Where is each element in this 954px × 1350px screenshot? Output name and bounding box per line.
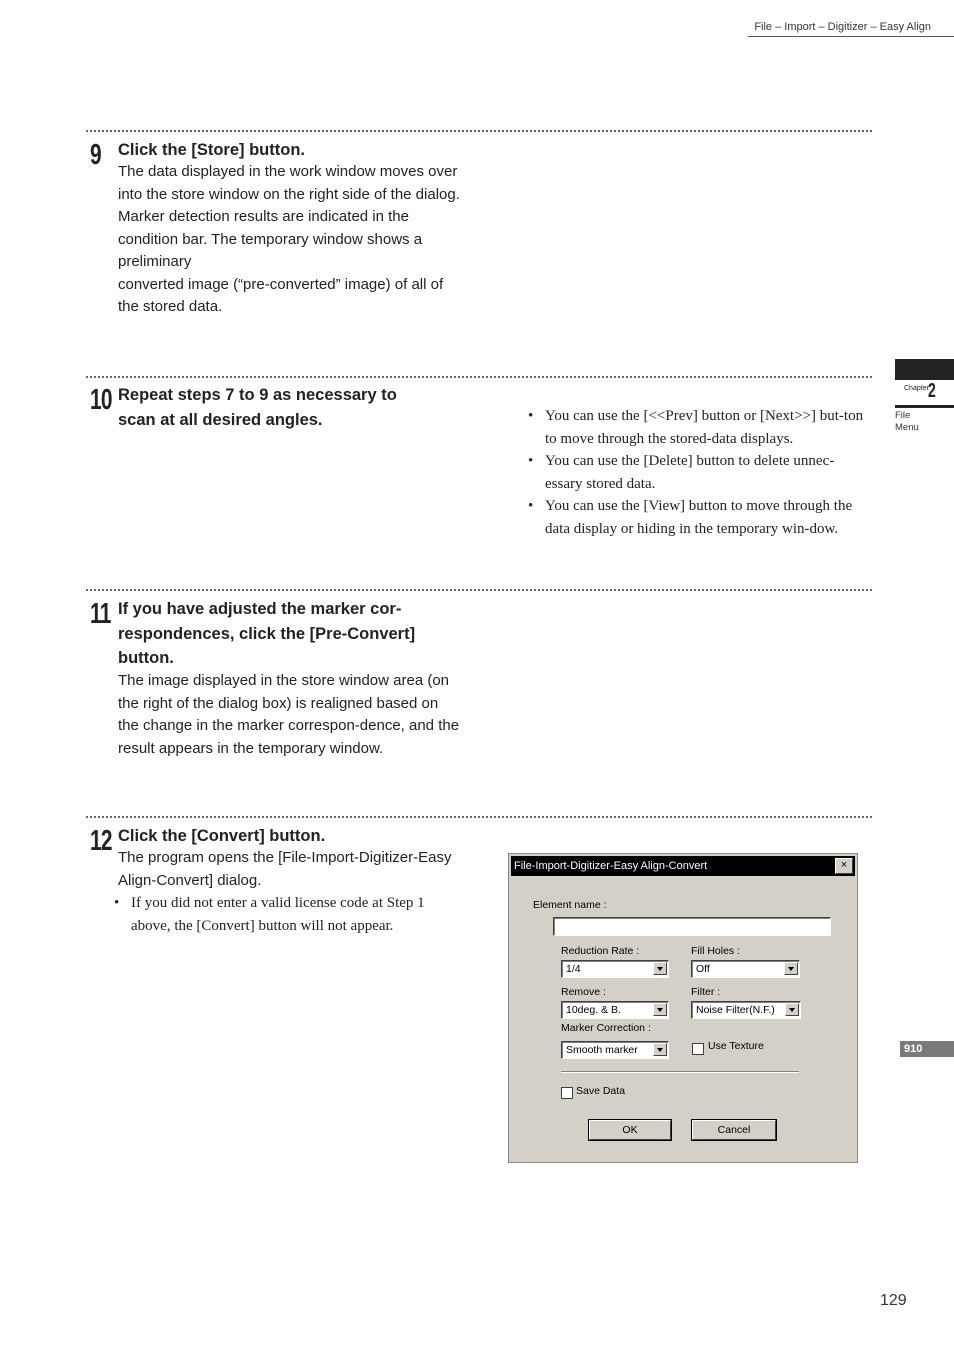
chapter-rule — [895, 405, 954, 408]
side-menu-line2: Menu — [895, 422, 919, 433]
step-12-note: • If you did not enter a valid license code at Step 1 above, the [Convert] button will not appear. — [114, 892, 459, 937]
step-number-11: 11 — [90, 598, 111, 630]
filter-select[interactable] — [691, 1001, 801, 1019]
side-menu-label — [895, 410, 919, 434]
step-10-notes — [528, 405, 870, 540]
use-texture-label: Use Texture — [708, 1040, 764, 1052]
reduction-rate-value: 1/4 — [566, 963, 581, 975]
close-icon[interactable]: × — [835, 858, 853, 874]
remove-select[interactable] — [561, 1001, 669, 1019]
page-number: 129 — [880, 1292, 907, 1309]
section-divider — [86, 816, 872, 818]
step-body-9 — [118, 161, 463, 319]
section-badge: 910 — [900, 1041, 954, 1057]
step-9-paragraph-3: converted image (“pre-converted” image) of all of the stored data. — [118, 275, 444, 315]
step-number-9: 9 — [90, 139, 101, 171]
element-name-label: Element name : — [533, 899, 607, 911]
chevron-down-icon[interactable] — [653, 1043, 667, 1056]
filter-value: Noise Filter(N.F.) — [696, 1004, 775, 1016]
side-menu-line1: File — [895, 410, 911, 421]
dialog-separator — [561, 1071, 799, 1073]
marker-correction-value: Smooth marker — [566, 1044, 638, 1056]
step-12-paragraph-1: The program opens the [File-Import-Digitizer-Easy Align-Convert] dialog. — [118, 849, 452, 889]
reduction-rate-label: Reduction Rate : — [561, 945, 640, 957]
chapter-label: Chapter — [904, 385, 929, 392]
section-divider — [86, 130, 872, 132]
fill-holes-value: Off — [696, 963, 710, 975]
step-10-note: • You can use the [Delete] button to delete unnec-essary stored data. — [528, 450, 870, 495]
section-divider — [86, 589, 872, 591]
marker-correction-select[interactable] — [561, 1041, 669, 1059]
running-header: File – Import – Digitizer – Easy Align — [754, 21, 931, 33]
step-9-paragraph-1: The data displayed in the work window moves over into the store window on the right side of the dialog. — [118, 163, 460, 203]
marker-correction-label: Marker Correction : — [561, 1022, 651, 1034]
step-number-12: 12 — [90, 825, 112, 857]
step-12-notes — [114, 892, 459, 937]
save-data-checkbox[interactable] — [561, 1087, 573, 1099]
step-title-11: If you have adjusted the marker cor-respondences, click the [Pre-Convert] button. — [118, 600, 416, 667]
remove-value: 10deg. & B. — [566, 1004, 621, 1016]
reduction-rate-select[interactable] — [561, 960, 669, 978]
remove-label: Remove : — [561, 986, 606, 998]
section-divider — [86, 376, 872, 378]
element-name-input[interactable] — [553, 917, 831, 936]
dialog-title-bar — [511, 856, 855, 876]
chapter-tab-bar — [895, 359, 954, 380]
fill-holes-label: Fill Holes : — [691, 945, 741, 957]
fill-holes-select[interactable] — [691, 960, 800, 978]
chevron-down-icon[interactable] — [785, 1003, 799, 1016]
header-rule — [748, 36, 954, 37]
save-data-label: Save Data — [576, 1085, 626, 1097]
filter-label: Filter : — [691, 986, 721, 998]
step-body-12 — [118, 847, 458, 892]
step-title-9: Click the [Store] button. — [118, 141, 305, 159]
step-11-paragraph-1: The image displayed in the store window area (on the right of the dialog box) is realigned based on the change in the marker correspon-dence, and the result appears in the temporary window. — [118, 672, 460, 757]
step-10-note: • You can use the [<<Prev] button or [Next>>] but-ton to move through the stored-data displays. — [528, 405, 870, 450]
use-texture-checkbox[interactable] — [692, 1043, 704, 1055]
chevron-down-icon[interactable] — [653, 962, 667, 975]
step-title-12: Click the [Convert] button. — [118, 827, 326, 845]
ok-button[interactable]: OK — [589, 1120, 671, 1140]
convert-dialog — [508, 853, 858, 1163]
cancel-button[interactable]: Cancel — [692, 1120, 776, 1140]
chevron-down-icon[interactable] — [784, 962, 798, 975]
step-body-11 — [118, 670, 463, 760]
step-10-note: • You can use the [View] button to move through the data display or hiding in the temporary win-dow. — [528, 495, 870, 540]
step-title-10: Repeat steps 7 to 9 as necessary to scan at all desired angles. — [118, 386, 397, 429]
chevron-down-icon[interactable] — [653, 1003, 667, 1016]
chapter-number: 2 — [928, 380, 936, 402]
dialog-title: File-Import-Digitizer-Easy Align-Convert — [514, 860, 708, 872]
step-9-paragraph-2: Marker detection results are indicated in the condition bar. The temporary window shows a preliminary — [118, 208, 423, 270]
step-number-10: 10 — [90, 384, 112, 416]
